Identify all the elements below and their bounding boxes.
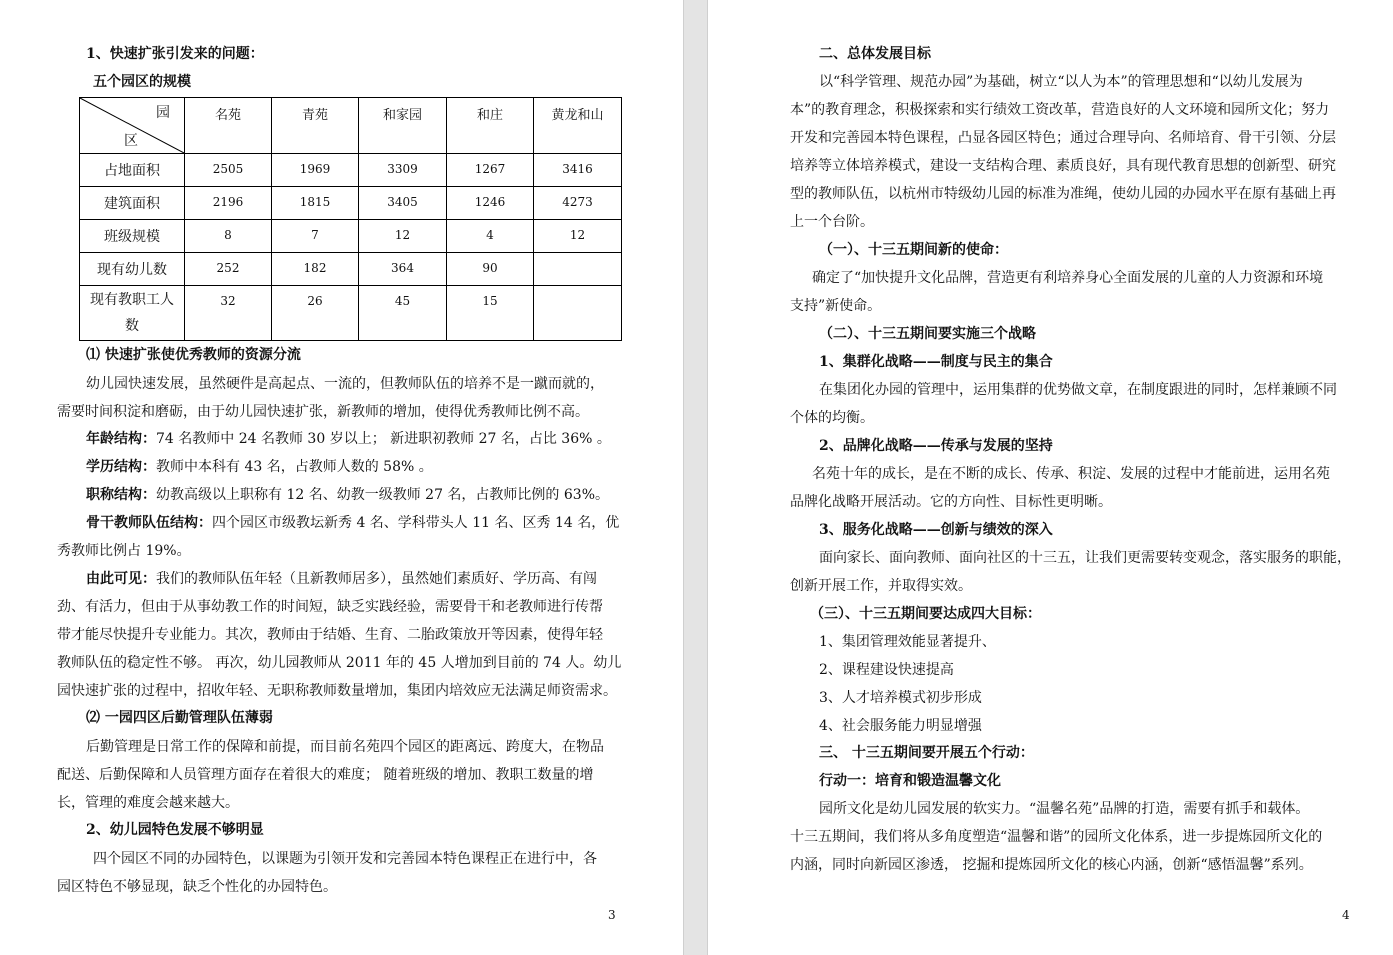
table-cell: 3416: [534, 154, 622, 187]
heading-rapid-expansion: 1、快速扩张引发来的问题：: [86, 46, 264, 62]
paragraph-line: 后勤管理是日常工作的保障和前提，而目前名苑四个园区的距离远、跨度大，在物品: [86, 739, 604, 755]
table-cell: 1246: [447, 187, 534, 220]
paragraph-line: 配送、后勤保障和人员管理方面存在着很大的难度； 随着班级的增加、教职工数量的增: [57, 767, 594, 783]
table-cell: [534, 253, 622, 286]
goal-item: 2、课程建设快速提高: [819, 662, 954, 678]
table-cell: 1969: [272, 154, 359, 187]
conclusion: [86, 569, 597, 589]
paragraph-line: 园快速扩张的过程中，招收年轻、无职称教师数量增加，集团内培效应无法满足师资需求。: [57, 683, 617, 699]
heading-actions: 三、 十三五期间要开展五个行动：: [819, 745, 1034, 761]
column-header: 名苑: [185, 98, 272, 154]
strategy-1: 1、集群化战略——制度与民主的集合: [819, 354, 1053, 370]
backbone-structure: [86, 513, 619, 533]
backbone-text: 四个园区市级教坛新秀 4 名、学科带头人 11 名、区秀 14 名，优: [212, 515, 620, 531]
row-label: 班级规模: [80, 220, 185, 253]
column-header: 黄龙和山: [534, 98, 622, 154]
campus-scale-table: [79, 97, 622, 341]
row-label: [80, 286, 185, 341]
table-cell: 4: [447, 220, 534, 253]
conclusion-label: 由此可见：: [86, 571, 156, 587]
table-row: [80, 253, 622, 286]
corner-label-bottom: 区: [124, 133, 138, 149]
table-cell: 90: [447, 253, 534, 286]
page-number: 4: [1342, 908, 1350, 922]
paragraph-line: 园所文化是幼儿园发展的软实力。“温馨名苑”品牌的打造，需要有抓手和载体。: [819, 801, 1310, 817]
paragraph-line: 确定了“加快提升文化品牌，营造更有利培养身心全面发展的儿童的人力资源和环境: [812, 270, 1324, 286]
table-cell: 32: [185, 286, 272, 341]
age-text: 74 名教师中 24 名教师 30 岁以上； 新进职初教师 27 名，占比 36% 。: [156, 431, 611, 447]
strategy-2: 2、品牌化战略——传承与发展的坚持: [819, 438, 1053, 454]
page-4: [708, 0, 1393, 955]
table-row: [80, 220, 622, 253]
paragraph-line: 在集团化办园的管理中，运用集群的优势做文章，在制度跟进的同时，怎样兼顾不同: [819, 382, 1337, 398]
paragraph-line: 面向家长、面向教师、面向社区的十三五，让我们更需要转变观念，落实服务的职能，: [819, 550, 1351, 566]
table-cell: 15: [447, 286, 534, 341]
age-structure: [86, 429, 611, 449]
table-cell: 45: [359, 286, 447, 341]
table-row: [80, 154, 622, 187]
table-cell: 12: [534, 220, 622, 253]
edu-text: 教师中本科有 43 名，占教师人数的 58% 。: [156, 459, 433, 475]
page-gutter: [683, 0, 708, 955]
section-goals: （三）、十三五期间要达成四大目标：: [810, 606, 1041, 622]
row-label: 现有幼儿数: [80, 253, 185, 286]
paragraph-line: 型的教师队伍，以杭州市特级幼儿园的标准为准绳，使幼儿园的办园水平在原有基础上再: [790, 186, 1336, 202]
table-cell: 12: [359, 220, 447, 253]
table-cell: 2505: [185, 154, 272, 187]
paragraph-line: 本”的教育理念，积极探索和实行绩效工资改革，营造良好的人文环境和园所文化；努力: [790, 102, 1330, 118]
paragraph-line: 以“科学管理、规范办园”为基础，树立“以人为本”的管理思想和“以幼儿发展为: [819, 74, 1303, 90]
row-label: 建筑面积: [80, 187, 185, 220]
table-corner-cell: [80, 98, 185, 154]
table-cell: 252: [185, 253, 272, 286]
goal-item: 3、人才培养模式初步形成: [819, 690, 982, 706]
table-row: [80, 187, 622, 220]
section-mission: （一）、十三五期间新的使命：: [819, 242, 1008, 258]
table-cell: 8: [185, 220, 272, 253]
paragraph-line: 秀教师比例占 19%。: [57, 543, 191, 559]
table-cell: 1815: [272, 187, 359, 220]
paragraph-line: 名苑十年的成长，是在不断的成长、传承、积淀、发展的过程中才能前进，运用名苑: [812, 466, 1330, 482]
paragraph-line: 上一个台阶。: [790, 214, 874, 230]
table-cell: 26: [272, 286, 359, 341]
backbone-label: 骨干教师队伍结构：: [86, 515, 212, 531]
table-caption: 五个园区的规模: [93, 74, 191, 90]
column-header: 青苑: [272, 98, 359, 154]
paragraph-line: 四个园区不同的办园特色，以课题为引领开发和完善园本特色课程正在进行中，各: [93, 851, 597, 867]
row-label: 占地面积: [80, 154, 185, 187]
section-strategies: （二）、十三五期间要实施三个战略: [819, 326, 1036, 342]
table-cell: 7: [272, 220, 359, 253]
page-3: [0, 0, 683, 955]
paragraph-line: 创新开展工作，并取得实效。: [790, 578, 972, 594]
paragraph-line: 长，管理的难度会越来越大。: [57, 795, 239, 811]
title-text: 幼教高级以上职称有 12 名、幼教一级教师 27 名，占教师比例的 63%。: [156, 487, 609, 503]
paragraph-line: 教师队伍的稳定性不够。 再次，幼儿园教师从 2011 年的 45 人增加到目前的 74 人。幼儿: [57, 655, 622, 671]
table-cell: 364: [359, 253, 447, 286]
table-row: [80, 286, 622, 341]
goal-item: 4、社会服务能力明显增强: [819, 718, 982, 734]
table-cell: 2196: [185, 187, 272, 220]
paragraph-line: 培养等立体培养模式，建设一支结构合理、素质良好，具有现代教育思想的创新型、研究: [790, 158, 1336, 174]
page-number: 3: [608, 908, 616, 922]
paragraph-line: 带才能尽快提升专业能力。其次，教师由于结婚、生育、二胎政策放开等因素，使得年轻: [57, 627, 603, 643]
strategy-3: 3、服务化战略——创新与绩效的深入: [819, 522, 1053, 538]
title-structure: [86, 485, 609, 505]
table-header-row: [80, 98, 622, 154]
row-label-line: 现有教职工人: [90, 292, 174, 308]
column-header: 和家园: [359, 98, 447, 154]
paragraph-line: 劲、有活力，但由于从事幼教工作的时间短，缺乏实践经验，需要骨干和老教师进行传帮: [57, 599, 603, 615]
goal-item: 1、集团管理效能显著提升、: [819, 634, 996, 650]
title-label: 职称结构：: [86, 487, 156, 503]
paragraph-line: 品牌化战略开展活动。它的方向性、目标性更明晰。: [790, 494, 1112, 510]
action-1: 行动一：培育和锻造温馨文化: [819, 773, 1001, 789]
table-cell: 1267: [447, 154, 534, 187]
column-header: 和庄: [447, 98, 534, 154]
heading-features: 2、幼儿园特色发展不够明显: [86, 822, 264, 838]
paragraph-line: 个体的均衡。: [790, 410, 874, 426]
age-label: 年龄结构：: [86, 431, 156, 447]
paragraph-line: 开发和完善园本特色课程，凸显各园区特色；通过合理导向、名师培育、骨干引领、分层: [790, 130, 1336, 146]
row-label-line: 数: [125, 318, 139, 334]
heading-overall-goals: 二、总体发展目标: [819, 46, 931, 62]
table-cell: 3309: [359, 154, 447, 187]
education-structure: [86, 457, 433, 477]
corner-label-top: 园: [156, 105, 170, 121]
paragraph-line: 内涵，同时向新园区渗透， 挖掘和提炼园所文化的核心内涵，创新“感悟温馨”系列。: [790, 857, 1313, 873]
table-cell: 182: [272, 253, 359, 286]
table-cell: [534, 286, 622, 341]
conclusion-text: 我们的教师队伍年轻（且新教师居多），虽然她们素质好、学历高、有闯: [156, 571, 597, 587]
subheading-teacher-drain: ⑴ 快速扩张使优秀教师的资源分流: [86, 347, 301, 363]
paragraph-line: 支持”新使命。: [790, 298, 882, 314]
paragraph-line: 需要时间积淀和磨砺，由于幼儿园快速扩张，新教师的增加，使得优秀教师比例不高。: [57, 404, 589, 420]
edu-label: 学历结构：: [86, 459, 156, 475]
paragraph-line: 园区特色不够显现，缺乏个性化的办园特色。: [57, 879, 337, 895]
table-cell: 4273: [534, 187, 622, 220]
subheading-logistics: ⑵ 一园四区后勤管理队伍薄弱: [86, 710, 273, 726]
paragraph-line: 幼儿园快速发展，虽然硬件是高起点、一流的，但教师队伍的培养不是一蹴而就的，: [86, 376, 604, 392]
paragraph-line: 十三五期间，我们将从多角度塑造“温馨和谐”的园所文化体系，进一步提炼园所文化的: [790, 829, 1323, 845]
table-cell: 3405: [359, 187, 447, 220]
